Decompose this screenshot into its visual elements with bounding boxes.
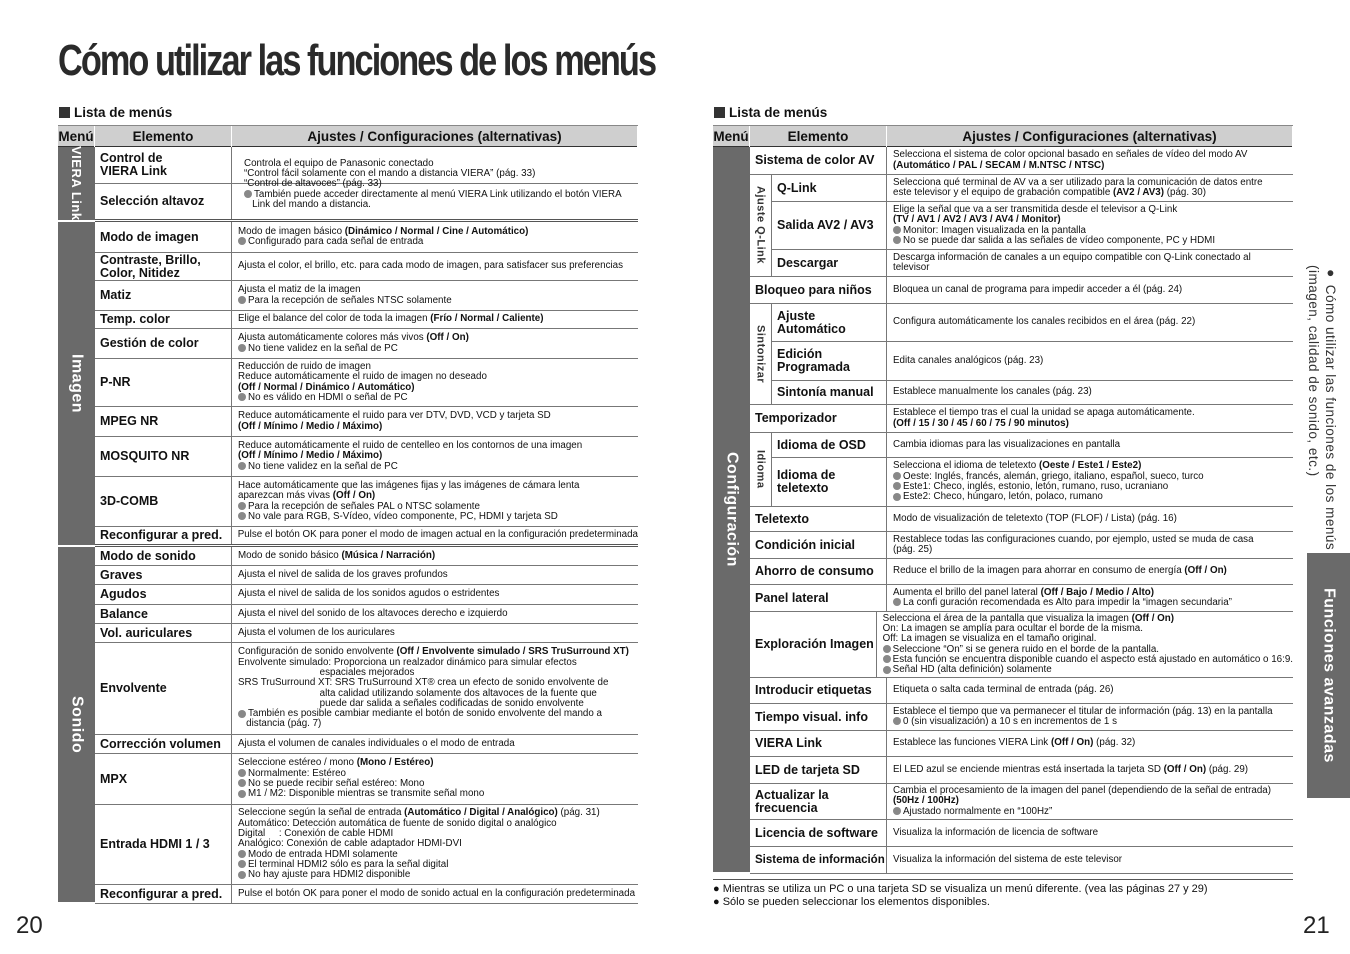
row-settings: El LED azul se enciende mientras está insertada la tarjeta SD (Off / On) (pág. 29)	[893, 763, 1249, 775]
row-settings: Establece el tiempo tras el cual la unidad se apaga automáticamente. (Off / 15 / 30 / 45 / 60 / 75 / 90 minutos)	[893, 407, 1195, 429]
square-bullet-icon	[59, 107, 70, 118]
row-settings: Configuración de sonido envolvente (Off / Envolvente simulado / SRS TruSurround XT) Envolvente simulado: Proporciona un realzador dinámico para simular efectos espaciales mejorados SRS TruSurround XT: SRS TruSurround XT® crea un efecto de sonido envolvente de alta calidad utilizando solamente dos altavoces de la fuente que puede dar salida a señales codificadas de sonido envolvente También es posible cambiar mediante el botón de sonido envolvente del mando a distancia (pág. 7)	[238, 646, 629, 730]
menu-group-label: Configuración	[723, 452, 741, 567]
table-row	[95, 624, 638, 643]
row-settings: Selecciona el sistema de color opcional basado en señales de vídeo del modo AV (Automático / PAL / SECAM / M.NTSC / NTSC)	[893, 149, 1248, 171]
header-settings: Ajustes / Configuraciones (alternativas)	[232, 126, 638, 147]
row-element: MPEG NR	[95, 407, 232, 436]
row-settings: Descarga información de canales a un equipo compatible con Q-Link conectado al televisor	[893, 251, 1251, 273]
row-element: Modo de imagen	[95, 222, 232, 252]
section-heading-right: Lista de menús	[714, 105, 827, 120]
menu-group-sonido	[58, 547, 95, 904]
row-element: Ajuste Automático	[772, 304, 887, 341]
table-row	[750, 559, 1293, 585]
row-element: LED de tarjeta SD	[750, 757, 887, 783]
row-settings: Selecciona el idioma de teletexto (Oeste / Este1 / Este2) Oeste: Inglés, francés, alemán, griego, italiano, español, sueco, turco Este1: Checo, inglés, estonio, letón, rumano, ruso, ucraniano Este2: Checo, húngaro, letón, polaco, rumano	[893, 460, 1204, 503]
row-settings: Establece el tiempo que va permanecer el titular de información (pág. 13) en la pantalla 0 (sin visualización) a 10 s en incrementos de 1 s	[893, 705, 1273, 727]
row-settings: Cambia idiomas para las visualizaciones en pantalla	[893, 438, 1121, 450]
table-row	[95, 222, 638, 253]
table-row	[95, 281, 638, 311]
row-settings: Ajusta el color, el brillo, etc. para cada modo de imagen, para satisfacer sus preferencias	[238, 260, 624, 272]
footnote: ● Mientras se utiliza un PC o una tarjeta SD se visualiza un menú diferente. (vea las páginas 27 y 29)	[713, 883, 1208, 895]
row-element: Introducir etiquetas	[750, 678, 887, 703]
row-settings: Reduce el brillo de la imagen para ahorrar en consumo de energía (Off / On)	[893, 565, 1227, 577]
row-settings: Reducción de ruido de imagen Reduce automáticamente el ruido de imagen no deseado (Off / Normal / Dinámico / Automático) No es válido en HDMI o señal de PC	[238, 360, 487, 403]
viera-link-settings: Controla el equipo de Panasonic conectado “Control fácil solamente con el mando a distancia VIERA” (pág. 33) “Control de altavoces” (pág. 33) También puede acceder directamente al menú VIERA Link utilizando el botón VIERA Link del mando a distancia.	[244, 157, 622, 210]
row-element: Descargar	[772, 250, 887, 276]
row-element: Edición Programada	[772, 342, 887, 380]
table-row	[95, 311, 638, 329]
subgroup-idioma	[750, 433, 772, 507]
table-row	[750, 585, 1293, 612]
row-element: Licencia de software	[750, 820, 887, 846]
row-element: Idioma de teletexto	[772, 458, 887, 506]
row-element: Panel lateral	[750, 585, 887, 611]
row-element: Corrección volumen	[95, 735, 232, 753]
row-settings: Pulse el botón OK para poner el modo de sonido actual en la configuración predeterminada	[238, 887, 636, 899]
side-caption: ● Cómo utilizar las funciones de los menús (imagen, calidad de sonido, etc.)	[1306, 265, 1338, 551]
header-menu: Menú	[713, 126, 750, 147]
row-element: VIERA Link	[750, 731, 887, 756]
row-element: Sintonía manual	[772, 381, 887, 404]
row-element: Graves	[95, 566, 232, 584]
row-settings: Modo de imagen básico (Dinámico / Normal / Cine / Automático) Configurado para cada señal de entrada	[238, 225, 529, 247]
row-element: Control de VIERA Link	[95, 147, 232, 183]
row-element: Sistema de color AV	[750, 147, 887, 174]
row-element: Sistema de información	[750, 847, 887, 873]
table-row	[95, 437, 638, 477]
table-row	[95, 253, 638, 281]
table-row	[772, 458, 1293, 507]
row-settings: Reduce automáticamente el ruido para ver DTV, DVD, VCD y tarjeta SD (Off / Mínimo / Medio / Máximo)	[238, 410, 551, 432]
section-heading-left: Lista de menús	[59, 105, 172, 120]
table-row	[772, 202, 1293, 250]
table-row	[750, 704, 1293, 731]
table-row	[95, 585, 638, 605]
table-row	[772, 381, 1293, 405]
table-row	[772, 342, 1293, 381]
header-element: Elemento	[95, 126, 232, 147]
row-element: Envolvente	[95, 643, 232, 734]
menu-group-viera-link	[58, 147, 95, 222]
table-row	[95, 359, 638, 407]
row-settings: Establece las funciones VIERA Link (Off / On) (pág. 32)	[893, 737, 1136, 749]
footnote: ● Sólo se pueden seleccionar los elementos disponibles.	[713, 895, 990, 908]
row-settings: Seleccione según la señal de entrada (Automático / Digital / Analógico) (pág. 31) Automático: Detección automática de fuente de sonido digital o analógico Digital : Conexión de cable HDMI Analógico: Conexión de cable adaptador HDMI-DVI Modo de entrada HDMI solamente El terminal HDMI2 sólo es para la señal digital No hay ajuste para HDMI2 disponible	[238, 807, 600, 881]
row-element: Salida AV2 / AV3	[772, 202, 887, 249]
row-settings: Ajusta el volumen de canales individuales o el modo de entrada	[238, 737, 515, 749]
row-element: Tiempo visual. info	[750, 704, 887, 730]
table-row	[750, 820, 1293, 847]
row-settings: Ajusta el nivel de salida de los sonidos agudos o estridentes	[238, 588, 500, 600]
row-settings: Pulse el botón OK para poner el modo de imagen actual en la configuración predeterminada	[237, 529, 638, 541]
row-settings: Ajusta el nivel de salida de los graves profundos	[238, 568, 448, 580]
table-row	[95, 605, 638, 624]
row-settings: Cambia el procesamiento de la imagen del panel (dependiendo de la señal de entrada) (50Hz / 100Hz) Ajustado normalmente en “100Hz”	[893, 785, 1271, 817]
subgroup-label: Ajuste Q-Link	[754, 186, 767, 265]
table-row	[772, 433, 1293, 458]
row-settings: Reduce automáticamente el ruido de centelleo en los contornos de una imagen (Off / Mínimo / Medio / Máximo) No tiene validez en la señal de PC	[238, 440, 583, 472]
row-settings: Seleccione estéreo / mono (Mono / Estéreo) Normalmente: Estéreo No se puede recibir señal estéreo: Mono M1 / M2: Disponible mientras se transmite señal mono	[238, 757, 485, 800]
row-settings: Hace automáticamente que las imágenes fijas y las imágenes de cámara lenta aparezcan más vivas (Off / On) Para la recepción de señales PAL o NTSC solamente No vale para RGB, S-Vídeo, vídeo componente, PC, HDMI y tarjeta SD	[238, 479, 580, 522]
table-row	[95, 547, 638, 566]
table-row	[95, 566, 638, 585]
table-row	[750, 678, 1293, 704]
row-settings: Visualiza la información del sistema de este televisor	[893, 853, 1123, 865]
row-element: Matiz	[95, 281, 232, 310]
table-row	[95, 477, 638, 527]
table-row	[750, 277, 1293, 304]
row-element: Temp. color	[95, 311, 232, 328]
row-settings: Modo de sonido básico (Música / Narración)	[238, 549, 436, 561]
footnotes	[713, 883, 1208, 908]
row-settings: Elige el balance del color de toda la imagen (Frío / Normal / Caliente)	[238, 313, 544, 325]
row-element: MOSQUITO NR	[95, 437, 232, 476]
row-element: Balance	[95, 605, 232, 623]
subgroup-label: Sintonizar	[754, 324, 767, 384]
menu-group-label: Sonido	[68, 695, 86, 754]
row-element: Bloqueo para niños	[750, 277, 887, 303]
table-header	[713, 125, 1293, 147]
row-element: Q-Link	[772, 175, 887, 201]
row-settings: Elige la señal que va a ser transmitida desde el televisor a Q-Link (TV / AV1 / AV2 / AV3 / AV4 / Monitor) Monitor: Imagen visualizada en la pantalla No se puede dar salida a las señales de vídeo componente, PC y HDMI	[893, 203, 1216, 246]
table-row	[95, 407, 638, 437]
menu-table-right	[713, 125, 1293, 880]
row-element: Contraste, Brillo, Color, Nitidez	[95, 253, 232, 280]
row-element: Reconfigurar a pred.	[95, 885, 232, 903]
row-element: Actualizar la frecuencia	[750, 784, 887, 819]
row-element: Condición inicial	[750, 532, 887, 558]
menu-group-configuracion	[713, 147, 750, 874]
table-header	[58, 125, 638, 147]
row-settings: Visualiza la información de licencia de software	[893, 826, 1099, 838]
table-row	[95, 885, 638, 904]
page-number-right: 21	[1303, 912, 1330, 939]
table-row	[95, 805, 638, 885]
table-row	[750, 507, 1293, 532]
table-row	[750, 731, 1293, 757]
row-settings: Bloquea un canal de programa para impedir acceder a él (pág. 24)	[893, 283, 1183, 295]
row-settings: Selecciona el área de la pantalla que visualiza la imagen (Off / On) On: La imagen se amplía para ocultar el borde de la misma. Off: La imagen se visualiza en el tamaño original. Seleccione “On” si se genera ruido en el borde de la pantalla. Esta función se encuentra disponible cuando el aspecto está ajustado en automático o 16:9. Señal HD (alta definición) solamente	[882, 612, 1293, 676]
row-element: Entrada HDMI 1 / 3	[95, 805, 232, 884]
row-element: Temporizador	[750, 405, 887, 432]
subgroup-ajuste-q-link	[750, 175, 772, 277]
row-element: Ahorro de consumo	[750, 559, 887, 584]
menu-table-left	[58, 125, 638, 904]
row-element: Exploración Imagen	[750, 612, 877, 677]
row-element: Reconfigurar a pred.	[95, 527, 232, 544]
row-settings: Etiqueta o salta cada terminal de entrada (pág. 26)	[893, 684, 1114, 696]
row-settings: Establece manualmente los canales (pág. 23)	[893, 386, 1092, 398]
row-element: Gestión de color	[95, 329, 232, 358]
table-row	[750, 405, 1293, 433]
menu-group-imagen	[58, 222, 95, 547]
header-element: Elemento	[750, 126, 887, 147]
table-row	[750, 612, 1293, 678]
row-element: Modo de sonido	[95, 547, 232, 565]
row-element: Agudos	[95, 585, 232, 604]
row-settings: Restablece todas las configuraciones cuando, por ejemplo, usted se muda de casa (pág. 25)	[893, 533, 1254, 555]
square-bullet-icon	[714, 107, 725, 118]
subgroup-sintonizar	[750, 304, 772, 405]
table-row	[95, 754, 638, 805]
row-element: Idioma de OSD	[772, 433, 887, 457]
table-row	[750, 532, 1293, 559]
menu-group-label: Imagen	[68, 353, 86, 413]
row-settings: Configura automáticamente los canales recibidos en el área (pág. 22)	[893, 316, 1196, 328]
menu-group-label: VIERA Link	[69, 146, 84, 221]
table-row	[750, 147, 1293, 175]
header-settings: Ajustes / Configuraciones (alternativas)	[887, 126, 1293, 147]
row-settings: Selecciona qué terminal de AV va a ser utilizado para la comunicación de datos entre este televisor y el equipo de grabación compatible (AV2 / AV3) (pág. 30)	[893, 176, 1263, 198]
table-row	[772, 250, 1293, 277]
table-row	[772, 175, 1293, 202]
row-element: Teletexto	[750, 507, 887, 531]
row-element: P-NR	[95, 359, 232, 406]
table-row	[95, 643, 638, 735]
side-tab-funciones: Funciones avanzadas	[1307, 553, 1350, 798]
row-settings: Ajusta el matiz de la imagen Para la recepción de señales NTSC solamente	[238, 284, 452, 306]
row-settings: Aumenta el brillo del panel lateral (Off / Bajo / Medio / Alto) La confi guración recomendada es Alto para impedir la “imagen secundaria”	[893, 586, 1232, 608]
row-settings: Modo de visualización de teletexto (TOP (FLOF) / Lista) (pág. 16)	[893, 512, 1177, 524]
table-row	[95, 735, 638, 754]
row-settings: Ajusta automáticamente colores más vivos (Off / On) No tiene validez en la señal de PC	[238, 332, 469, 354]
row-element: MPX	[95, 754, 232, 804]
table-row	[750, 784, 1293, 820]
page-number-left: 20	[16, 912, 43, 939]
table-row	[95, 329, 638, 359]
row-settings: Ajusta el nivel del sonido de los altavoces derecho e izquierdo	[238, 607, 508, 619]
table-row	[750, 757, 1293, 784]
subgroup-label: Idioma	[754, 450, 767, 489]
row-element: 3D-COMB	[95, 477, 232, 526]
row-settings: Ajusta el volumen de los auriculares	[238, 626, 395, 638]
header-menu: Menú	[58, 126, 95, 147]
table-row	[772, 304, 1293, 342]
table-row	[95, 527, 638, 547]
row-element: Selección altavoz	[95, 184, 232, 219]
row-settings: Edita canales analógicos (pág. 23)	[893, 354, 1044, 366]
row-element: Vol. auriculares	[95, 624, 232, 642]
page-title: Cómo utilizar las funciones de los menús	[58, 36, 656, 85]
table-row	[750, 847, 1293, 874]
